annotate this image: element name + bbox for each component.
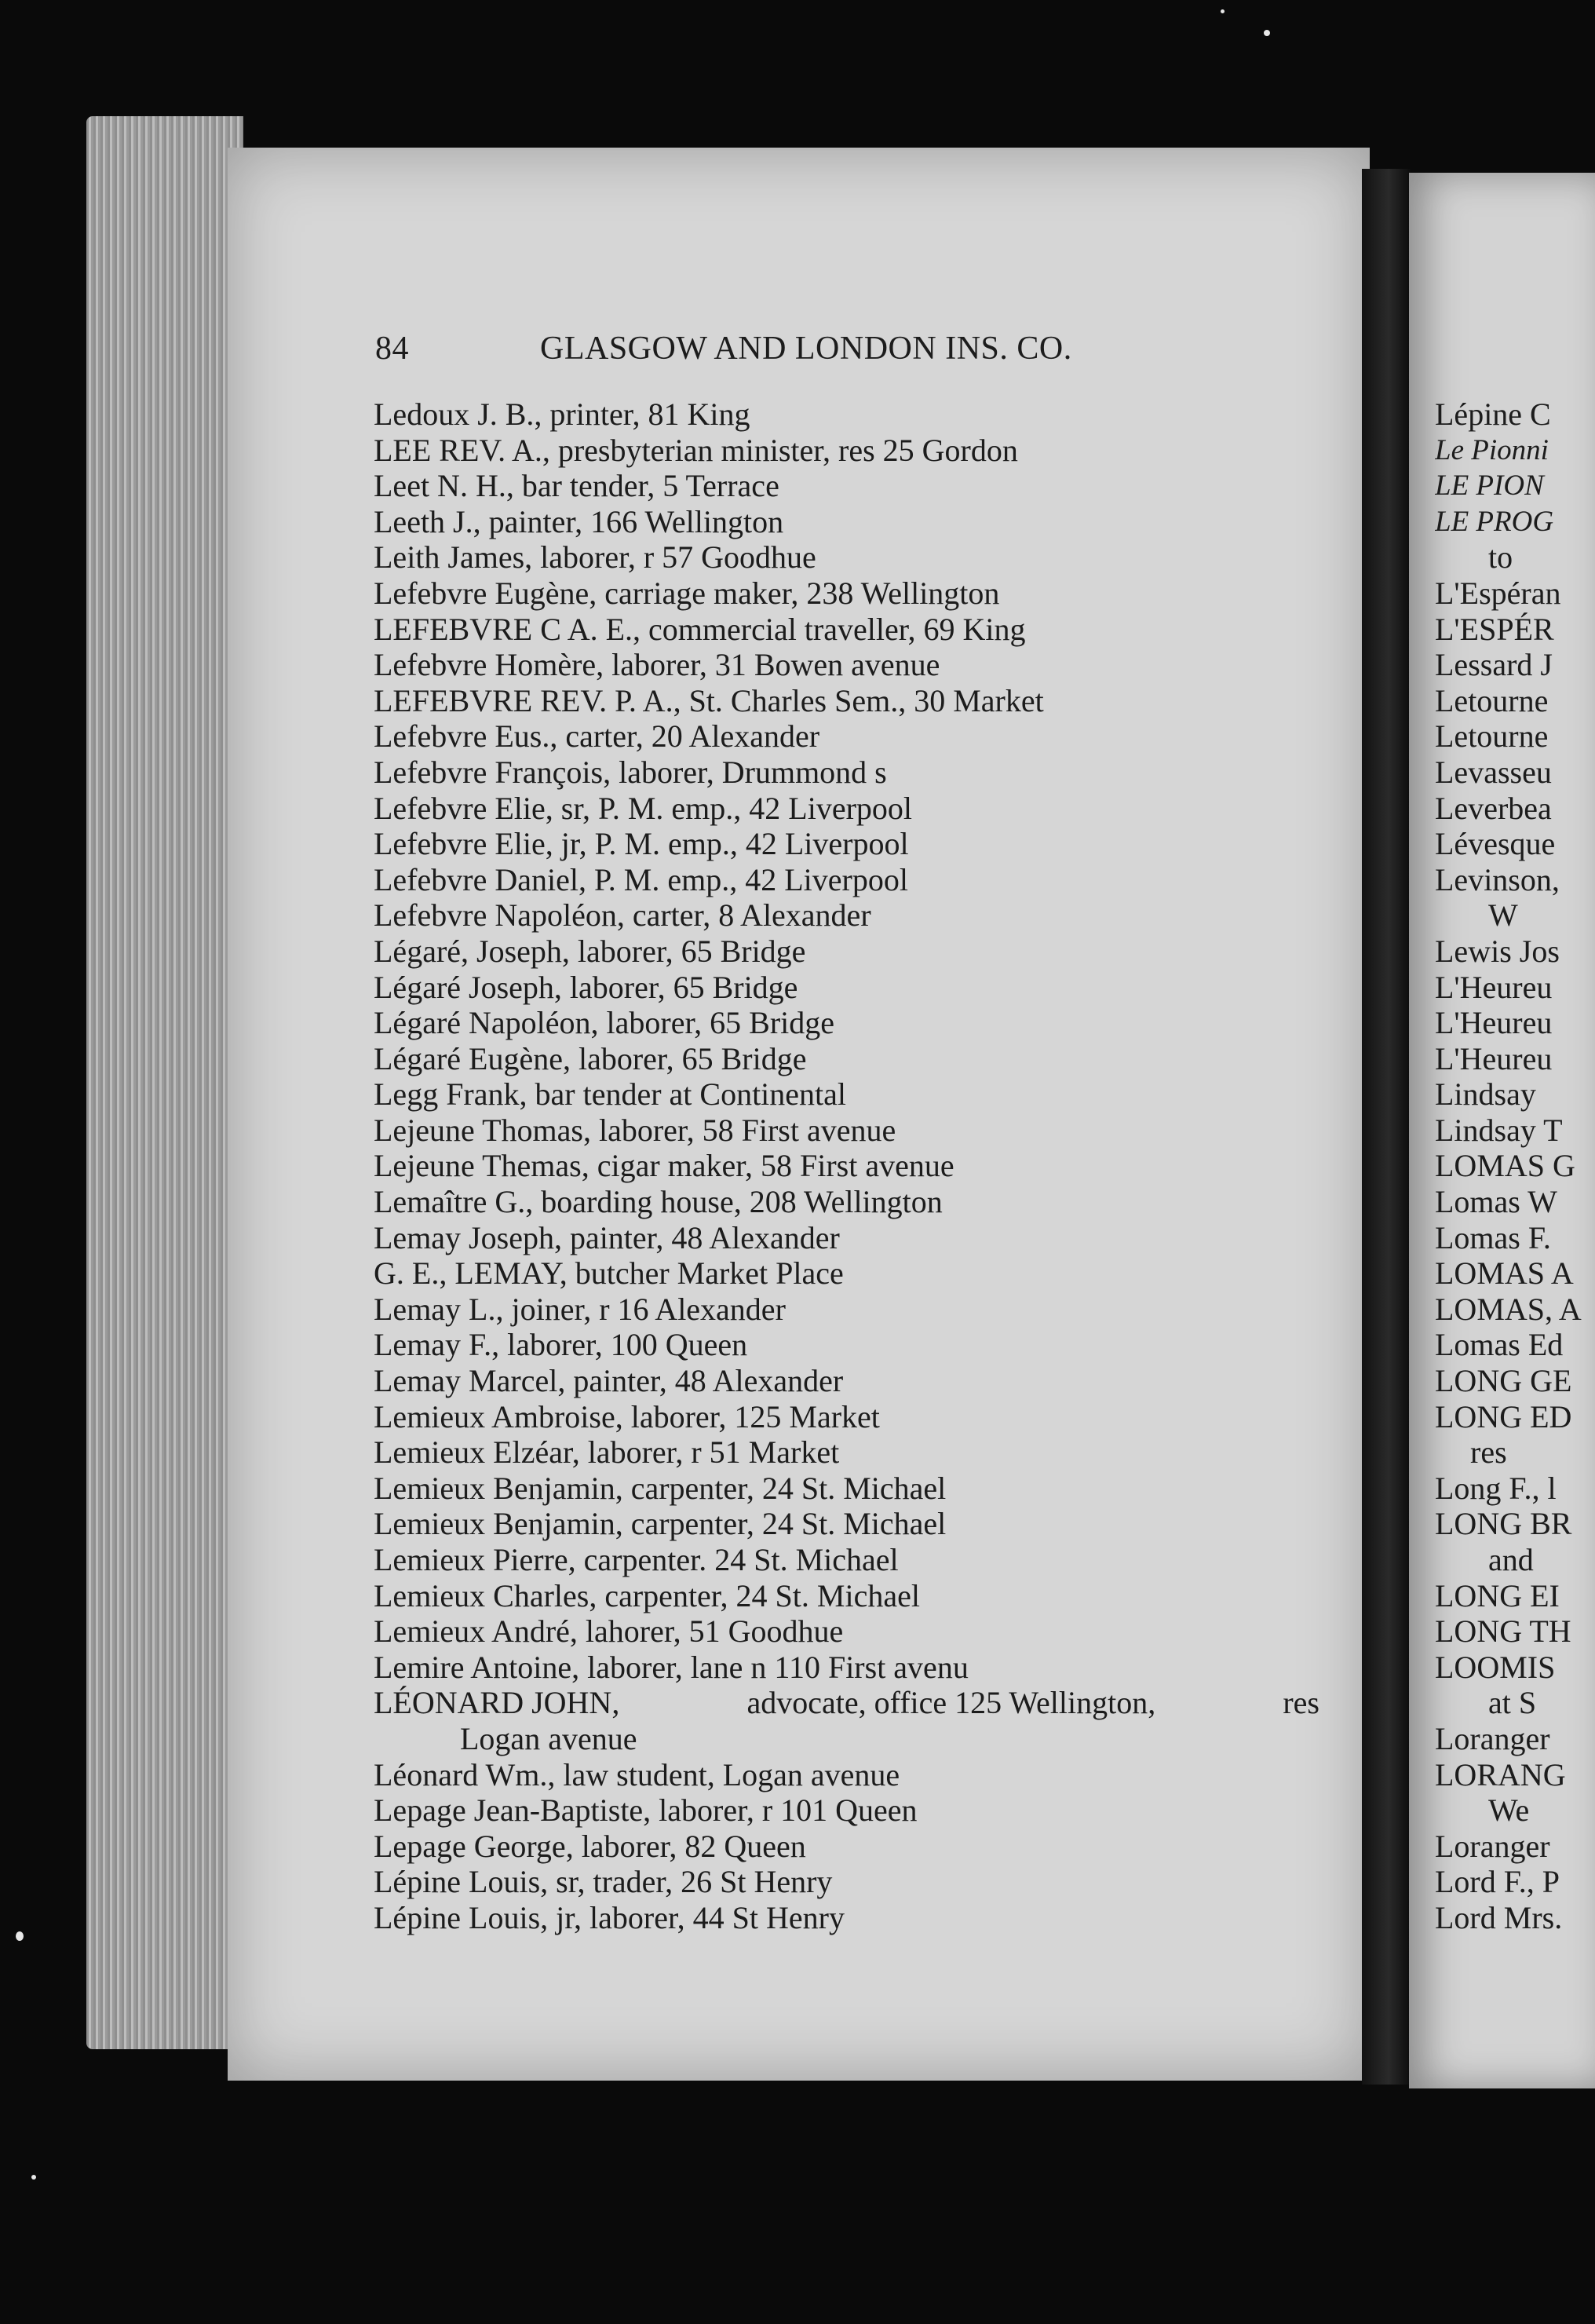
- directory-entry: Lemieux André, lahorer, 51 Goodhue: [374, 1613, 844, 1650]
- directory-entry-continuation: Logan avenue: [460, 1720, 637, 1756]
- page-number: 84: [375, 331, 409, 367]
- right-page-entry: Leverbea: [1435, 790, 1552, 826]
- directory-entry: Lefebvre Eus., carter, 20 Alexander: [374, 718, 820, 755]
- right-page-entry: L'Heureu: [1435, 969, 1553, 1005]
- directory-entry: Ledoux J. B., printer, 81 King: [374, 396, 750, 432]
- right-page-entry: and: [1488, 1542, 1534, 1577]
- right-page-entry: to: [1488, 539, 1513, 576]
- right-page-entry: Lomas F.: [1435, 1219, 1551, 1255]
- directory-entry: Lefebvre François, laborer, Drummond s: [374, 754, 887, 790]
- directory-listing: [374, 396, 1331, 1936]
- right-page-entry: LOMAS, A: [1435, 1291, 1582, 1327]
- right-page-entry: Lomas Ed: [1435, 1327, 1564, 1363]
- right-page-entry: Lévesque: [1435, 826, 1556, 862]
- directory-entry: Lemaître G., boarding house, 208 Wellington: [374, 1184, 943, 1220]
- right-page-entry: Loranger: [1435, 1828, 1550, 1864]
- directory-entry: LEFEBVRE REV. P. A., St. Charles Sem., 30 Market: [374, 682, 1044, 718]
- right-page-entry: Lindsay T: [1435, 1112, 1563, 1148]
- right-page-entry: Le Pionni: [1435, 433, 1549, 466]
- right-page-entry: Lomas W: [1435, 1184, 1557, 1220]
- right-page-entry: L'Heureu: [1435, 1005, 1553, 1041]
- right-page-entry: LONG GE: [1435, 1363, 1572, 1399]
- right-page-entry: Lessard J: [1435, 647, 1553, 683]
- right-page-entry: LORANG: [1435, 1756, 1566, 1792]
- right-page-entry: LE PION: [1435, 470, 1544, 502]
- directory-entry: Leet N. H., bar tender, 5 Terrace: [374, 468, 779, 504]
- directory-entry: Lemay L., joiner, r 16 Alexander: [374, 1291, 786, 1327]
- directory-entry: Lépine Louis, jr, laborer, 44 St Henry: [374, 1899, 845, 1935]
- directory-entry: LEE REV. A., presbyterian minister, res 25 Gordon: [374, 432, 1018, 468]
- directory-entry: Leeth J., painter, 166 Wellington: [374, 503, 784, 539]
- directory-entry: Lefebvre Elie, sr, P. M. emp., 42 Liverpool: [374, 790, 913, 826]
- dust-speck: [16, 1931, 24, 1941]
- right-page-entry: Lord F., P: [1435, 1864, 1560, 1900]
- directory-entry: Lemay Marcel, painter, 48 Alexander: [374, 1363, 844, 1399]
- directory-entry: Lepage Jean-Baptiste, laborer, r 101 Queen: [374, 1792, 918, 1829]
- right-page-entry: LOMAS A: [1435, 1255, 1574, 1292]
- directory-entry: Lefebvre Daniel, P. M. emp., 42 Liverpool: [374, 861, 908, 897]
- directory-entry: Lemay F., laborer, 100 Queen: [374, 1327, 748, 1363]
- right-page-entry: LONG EI: [1435, 1577, 1560, 1613]
- directory-entry: Lefebvre Eugène, carriage maker, 238 Wellington: [374, 575, 1000, 611]
- entry-name: LÉONARD JOHN,: [374, 1685, 620, 1721]
- right-page-entry: Letourne: [1435, 682, 1549, 718]
- directory-entry: Lemieux Benjamin, carpenter, 24 St. Michael: [374, 1506, 947, 1542]
- directory-entry: Lépine Louis, sr, trader, 26 St Henry: [374, 1864, 833, 1900]
- right-page-entry: Lépine C: [1435, 396, 1551, 432]
- entry-detail: advocate, office 125 Wellington,: [746, 1685, 1156, 1721]
- directory-entry: Lemieux Benjamin, carpenter, 24 St. Michael: [374, 1470, 947, 1506]
- right-page-entry: LOMAS G: [1435, 1148, 1575, 1184]
- directory-entry: Lefebvre Napoléon, carter, 8 Alexander: [374, 897, 871, 934]
- right-page-entry: We: [1488, 1792, 1530, 1829]
- directory-entry: Lemieux Elzéar, laborer, r 51 Market: [374, 1434, 840, 1471]
- directory-entry: Lemieux Pierre, carpenter. 24 St. Michael: [374, 1542, 899, 1577]
- book-gutter: [1362, 169, 1411, 2085]
- directory-entry: G. E., LEMAY, butcher Market Place: [374, 1255, 844, 1292]
- directory-entry: Légaré Joseph, laborer, 65 Bridge: [374, 969, 798, 1005]
- directory-entry: Légaré, Joseph, laborer, 65 Bridge: [374, 933, 806, 969]
- directory-entry: Lemieux Ambroise, laborer, 125 Market: [374, 1398, 880, 1434]
- right-page-entry: W: [1488, 897, 1518, 934]
- right-page-entry: Lewis Jos: [1435, 933, 1560, 969]
- right-page-entry: LONG TH: [1435, 1613, 1571, 1650]
- directory-entry-leonard: [374, 1685, 1319, 1721]
- right-page-entry: Levinson,: [1435, 861, 1560, 897]
- right-page-entry: LONG BR: [1435, 1506, 1572, 1542]
- directory-entry: Légaré Napoléon, laborer, 65 Bridge: [374, 1005, 835, 1041]
- directory-entry: Légaré Eugène, laborer, 65 Bridge: [374, 1040, 807, 1076]
- directory-entry: Lejeune Themas, cigar maker, 58 First avenue: [374, 1148, 954, 1184]
- right-page-entry: Levasseu: [1435, 754, 1552, 790]
- directory-entry: Lemay Joseph, painter, 48 Alexander: [374, 1219, 840, 1255]
- directory-entry: Lemire Antoine, laborer, lane n 110 First avenu: [374, 1649, 969, 1685]
- directory-entry: Legg Frank, bar tender at Continental: [374, 1076, 847, 1113]
- directory-entry: Lefebvre Homère, laborer, 31 Bowen avenue: [374, 647, 940, 683]
- right-page-entry: Lindsay: [1435, 1076, 1536, 1113]
- right-page-listing: [1435, 396, 1595, 1936]
- right-page-entry: at S: [1488, 1685, 1537, 1721]
- right-page-entry: L'ESPÉR: [1435, 611, 1554, 647]
- page-edges: [86, 116, 243, 2049]
- directory-entry: Léonard Wm., law student, Logan avenue: [374, 1756, 900, 1792]
- page-header: [375, 330, 1262, 377]
- right-page-entry: Lord Mrs.: [1435, 1899, 1563, 1935]
- directory-entry: LEFEBVRE C A. E., commercial traveller, 69 King: [374, 611, 1026, 647]
- directory-entry: Lepage George, laborer, 82 Queen: [374, 1828, 806, 1864]
- right-page-entry: L'Heureu: [1435, 1040, 1553, 1076]
- right-page-entry: Long F., l: [1435, 1470, 1557, 1506]
- directory-entry: Leith James, laborer, r 57 Goodhue: [374, 539, 816, 576]
- dust-speck: [1264, 30, 1270, 36]
- running-title: GLASGOW AND LONDON INS. CO.: [540, 331, 1072, 367]
- right-page-entry: LONG ED: [1435, 1398, 1572, 1434]
- directory-entry: Lefebvre Elie, jr, P. M. emp., 42 Liverpool: [374, 826, 909, 862]
- entry-residence-label: res: [1283, 1685, 1319, 1721]
- right-page-entry: LE PROG: [1435, 505, 1554, 538]
- right-page-entry: LOOMIS: [1435, 1649, 1556, 1685]
- right-page-entry: Letourne: [1435, 718, 1549, 755]
- directory-entry: Lejeune Thomas, laborer, 58 First avenue: [374, 1112, 896, 1148]
- right-page-entry: L'Espéran: [1435, 575, 1561, 611]
- right-page-entry: res: [1470, 1434, 1507, 1471]
- directory-entry: Lemieux Charles, carpenter, 24 St. Michael: [374, 1577, 920, 1613]
- dust-speck: [1221, 9, 1225, 13]
- dust-speck: [31, 2175, 36, 2180]
- right-page-entry: Loranger: [1435, 1720, 1550, 1756]
